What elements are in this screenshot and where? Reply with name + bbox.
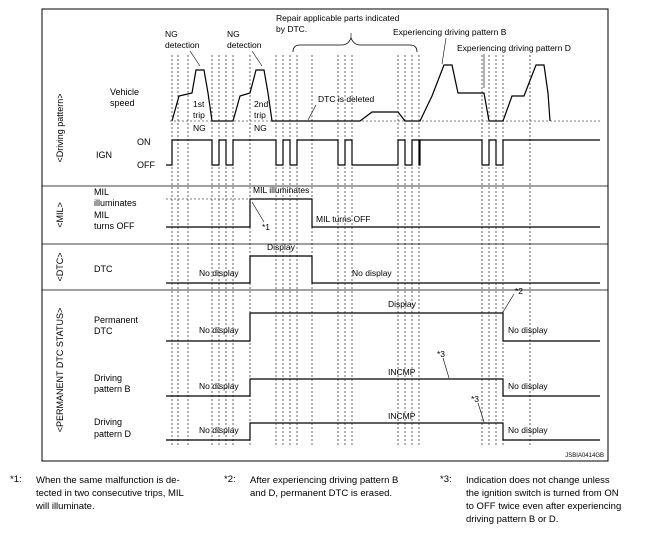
repair-note-line1: Repair applicable parts indicated <box>276 13 400 23</box>
ng-detection-1-leader <box>190 51 200 66</box>
footnote-1-text <box>36 474 216 513</box>
dtc-no-display-2: No display <box>352 268 392 278</box>
mil-illuminates-annotation: MIL illuminates <box>253 185 310 195</box>
ng-detection-2-leader <box>252 51 262 66</box>
note2-mark: *2 <box>515 286 524 296</box>
dtc-display: Display <box>267 242 295 252</box>
exp-pattern-b-label: Experiencing driving pattern B <box>393 27 507 37</box>
repair-brace <box>293 38 417 52</box>
dtc-no-display-1: No display <box>199 268 239 278</box>
mil-waveform <box>166 199 600 227</box>
note2-leader <box>503 294 514 312</box>
exp-pattern-d-label: Experiencing driving pattern D <box>457 43 571 53</box>
ign-label: IGN <box>96 150 113 160</box>
mil-illuminates-label-1: MIL <box>94 187 110 197</box>
category-dtc: <DTC> <box>55 252 65 282</box>
d-incmp: INCMP <box>388 411 416 421</box>
footnote-3-line: driving pattern B or D. <box>466 514 559 525</box>
trip1-label-a: 1st <box>193 99 205 109</box>
mil-turns-off-annotation: MIL turns OFF <box>316 214 371 224</box>
category-permanent-dtc-status: <PERMANENT DTC STATUS> <box>55 307 65 433</box>
pattern-d-label-2: pattern D <box>94 429 132 439</box>
note3-d-leader <box>478 403 484 422</box>
footnote-3-line: Indication does not change unless <box>466 475 610 486</box>
ign-waveform <box>166 140 600 165</box>
note3-b-mark: *3 <box>437 349 446 359</box>
pattern-b-label-1: Driving <box>94 373 123 383</box>
note1-mark: *1 <box>262 222 271 232</box>
trip2-label-a: 2nd <box>254 99 269 109</box>
trip1-ng: NG <box>193 123 206 133</box>
note3-d-mark: *3 <box>471 394 480 404</box>
vehicle-speed-label-2: speed <box>110 98 135 108</box>
footnote-2-line: After experiencing driving pattern B <box>250 475 399 486</box>
footnote-3-line: the ignition switch is turned from ON <box>466 488 619 499</box>
footnote-3-text <box>466 474 651 526</box>
ign-on-label: ON <box>137 137 151 147</box>
exp-pattern-b-leader <box>442 38 446 64</box>
pattern-d-label-1: Driving <box>94 417 123 427</box>
perm-no-display-1: No display <box>199 325 239 335</box>
trip2-ng: NG <box>254 123 267 133</box>
ign-off-label: OFF <box>137 160 155 170</box>
note3-b-leader <box>443 358 449 378</box>
ng-detection-2-line1: NG <box>227 29 240 39</box>
repair-note-line2: by DTC. <box>276 24 308 34</box>
footnote-2-text <box>250 474 430 500</box>
ng-detection-1-line1: NG <box>165 29 178 39</box>
footnote-3-mark: *3: <box>440 474 452 485</box>
mil-illuminates-label-2: illuminates <box>94 198 137 208</box>
speed-waveform <box>172 65 550 121</box>
b-incmp: INCMP <box>388 367 416 377</box>
footnote-1-line: tected in two consecutive trips, MIL <box>36 488 184 499</box>
footnote-1-mark: *1: <box>10 474 22 485</box>
image-code: JSBIA0414GB <box>565 453 604 459</box>
perm-dtc-label-1: Permanent <box>94 315 139 325</box>
d-no-display-2: No display <box>508 425 548 435</box>
perm-display: Display <box>388 299 416 309</box>
footnote-2-mark: *2: <box>224 474 236 485</box>
ng-detection-1-line2: detection <box>165 40 200 50</box>
footnote-3-line: to OFF twice even after experiencing <box>466 501 622 512</box>
mil-turns-off-label-2: turns OFF <box>94 221 135 231</box>
mil-turns-off-label-1: MIL <box>94 210 110 220</box>
vehicle-speed-label-1: Vehicle <box>110 87 140 97</box>
d-no-display-1: No display <box>199 425 239 435</box>
b-no-display-2: No display <box>508 381 548 391</box>
category-mil: <MIL> <box>55 202 65 228</box>
footnote-2-line: and D, permanent DTC is erased. <box>250 488 393 499</box>
perm-dtc-label-2: DTC <box>94 326 113 336</box>
ng-detection-2-line2: detection <box>227 40 262 50</box>
trip1-label-b: trip <box>193 110 205 120</box>
trip2-label-b: trip <box>254 110 266 120</box>
pattern-b-label-2: pattern B <box>94 384 131 394</box>
note1-leader <box>252 202 264 222</box>
footnote-1-line: will illuminate. <box>36 501 95 512</box>
dtc-label: DTC <box>94 264 113 274</box>
dtc-deleted-label: DTC is deleted <box>318 94 375 104</box>
b-no-display-1: No display <box>199 381 239 391</box>
perm-no-display-2: No display <box>508 325 548 335</box>
footnote-1-line: When the same malfunction is de- <box>36 475 180 486</box>
category-driving-pattern: <Driving pattern> <box>55 93 65 163</box>
